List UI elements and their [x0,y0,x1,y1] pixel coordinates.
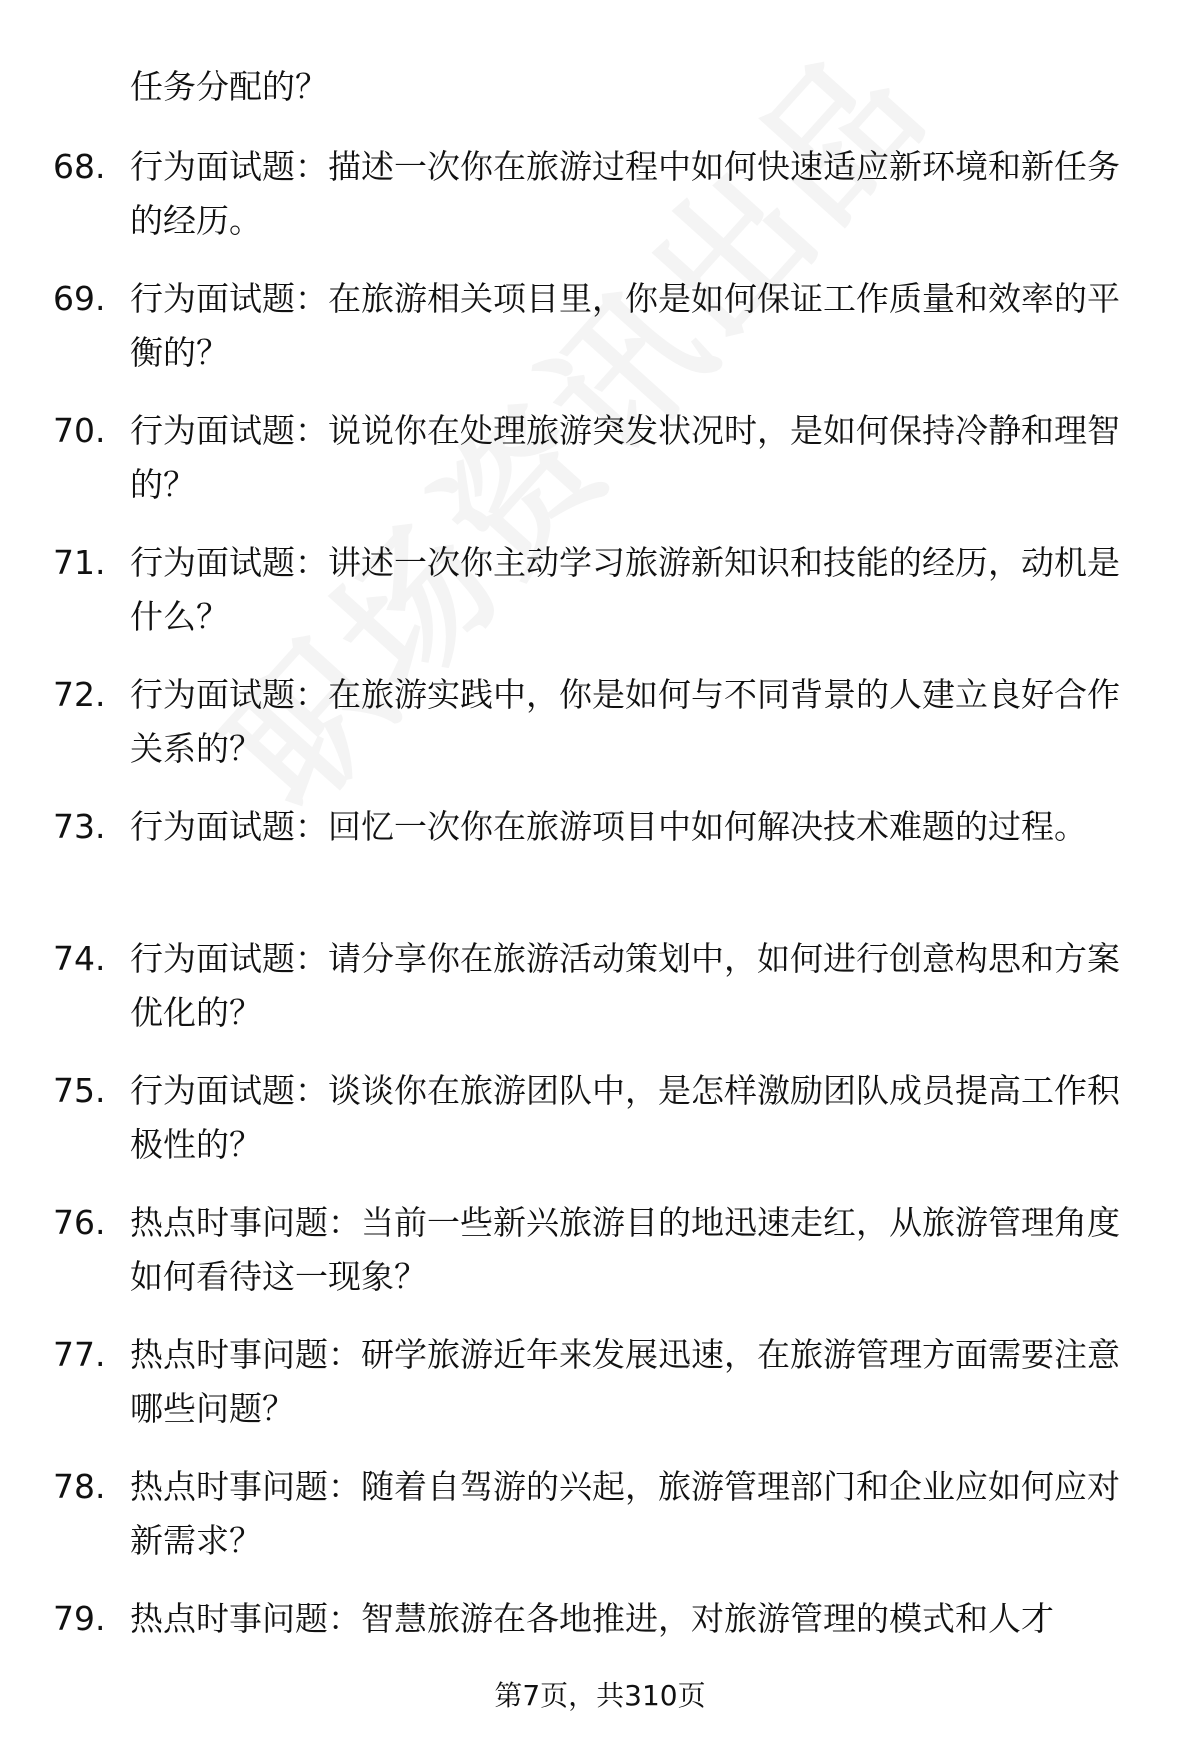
question-text: 行为面试题：讲述一次你主动学习旅游新知识和技能的经历，动机是什么？ [130,543,1120,636]
question-number: 77. [53,1335,106,1374]
question-text: 热点时事问题：研学旅游近年来发展迅速，在旅游管理方面需要注意哪些问题？ [130,1335,1120,1428]
question-number: 68. [53,147,106,186]
question-item [0,536,1200,668]
question-text: 热点时事问题：随着自驾游的兴起，旅游管理部门和企业应如何应对新需求？ [130,1467,1120,1560]
question-text: 行为面试题：请分享你在旅游活动策划中，如何进行创意构思和方案优化的？ [130,939,1120,1032]
question-text: 热点时事问题：智慧旅游在各地推进，对旅游管理的模式和人才 [130,1599,1054,1638]
question-item [0,272,1200,404]
question-number: 69. [53,279,106,318]
question-number: 70. [53,411,106,450]
question-number: 76. [53,1203,106,1242]
question-item [0,1196,1200,1328]
question-number: 71. [53,543,106,582]
question-number: 73. [53,807,106,846]
question-number: 74. [53,939,106,978]
question-text: 行为面试题：说说你在处理旅游突发状况时，是如何保持冷静和理智的？ [130,411,1120,504]
continuation-text: 任务分配的？ [130,67,328,106]
question-number: 72. [53,675,106,714]
question-item [0,1064,1200,1196]
question-text: 行为面试题：谈谈你在旅游团队中，是怎样激励团队成员提高工作积极性的？ [130,1071,1120,1164]
question-text: 行为面试题：回忆一次你在旅游项目中如何解决技术难题的过程。 [130,807,1087,846]
question-text: 行为面试题：在旅游相关项目里，你是如何保证工作质量和效率的平衡的？ [130,279,1120,372]
question-text: 行为面试题：描述一次你在旅游过程中如何快速适应新环境和新任务的经历。 [130,147,1120,240]
question-number: 78. [53,1467,106,1506]
page-footer: 第7页，共310页 [494,1679,706,1712]
question-text: 行为面试题：在旅游实践中，你是如何与不同背景的人建立良好合作关系的？ [130,675,1120,768]
question-item [0,404,1200,536]
question-list [0,140,1200,1724]
question-item [0,800,1200,932]
question-text: 热点时事问题：当前一些新兴旅游目的地迅速走红，从旅游管理角度如何看待这一现象？ [130,1203,1120,1296]
question-item [0,140,1200,272]
question-number: 75. [53,1071,106,1110]
question-item [0,1460,1200,1592]
question-item [0,932,1200,1064]
question-number: 79. [53,1599,106,1638]
question-item [0,1328,1200,1460]
question-item [0,668,1200,800]
